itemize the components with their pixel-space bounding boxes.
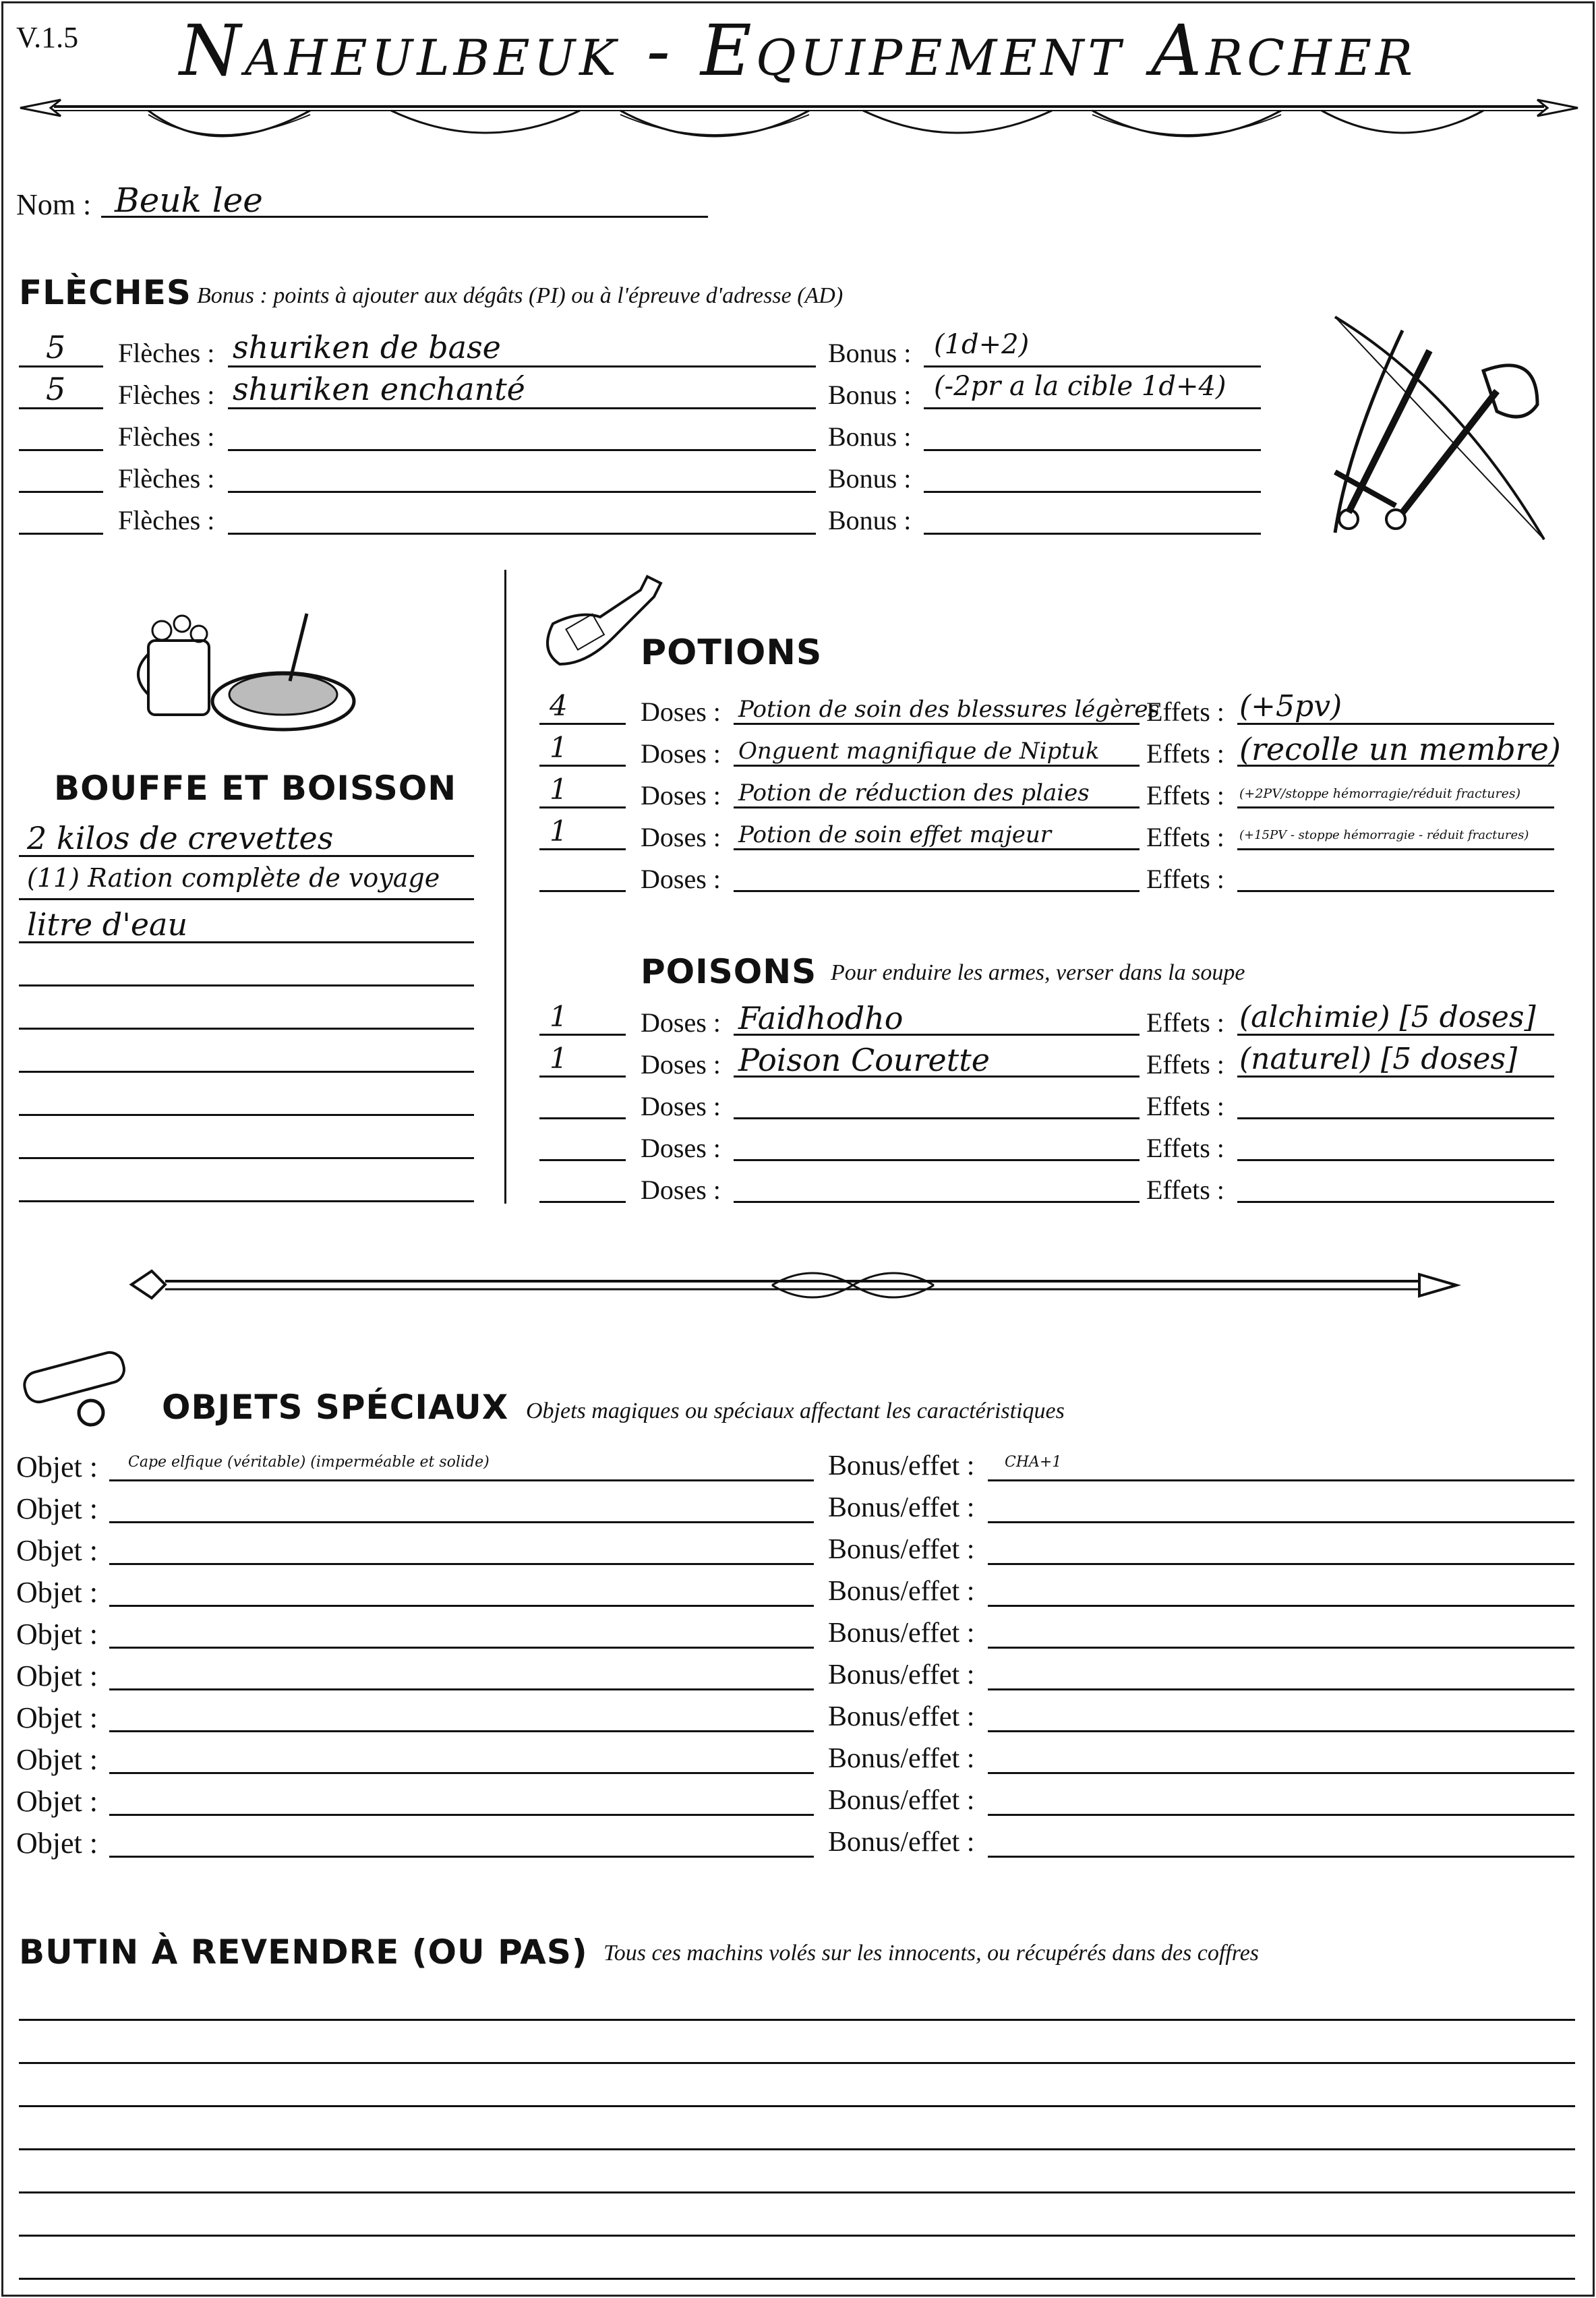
potions-qty-line [539, 723, 626, 725]
butin-line [19, 2148, 1575, 2150]
poisons-title: POISONS [641, 952, 817, 991]
poisons-effets-label: Effets : [1146, 1007, 1224, 1038]
fleches-label: Flèches : [118, 338, 215, 368]
potions-doses-label: Doses : [641, 780, 721, 811]
potions-doses-label: Doses : [641, 738, 721, 769]
bouffe-line [19, 1114, 474, 1116]
fleches-name-line [228, 449, 816, 451]
objet-label: Objet : [16, 1701, 98, 1734]
fleches-bonus-line [924, 449, 1261, 451]
poisons-effet-line [1237, 1159, 1554, 1161]
objet-bonus-label: Bonus/effet : [828, 1701, 975, 1732]
potions-name-line [734, 723, 1140, 725]
staff-divider-icon [125, 1254, 1473, 1315]
objet-label: Objet : [16, 1492, 98, 1525]
bouffe-line [19, 855, 474, 857]
poisons-qty-line [539, 1117, 626, 1119]
poisons-doses-label: Doses : [641, 1007, 721, 1038]
fleches-name[interactable]: shuriken enchanté [233, 371, 525, 407]
version-label: V.1.5 [16, 21, 79, 54]
butin-line [19, 2062, 1575, 2064]
potions-effet-line [1237, 806, 1554, 808]
objet-line [109, 1856, 814, 1858]
poisons-qty-line [539, 1159, 626, 1161]
objet-label: Objet : [16, 1534, 98, 1567]
potions-effet[interactable]: (recolle un membre) [1239, 731, 1561, 767]
butin-line [19, 2105, 1575, 2107]
potions-name-line [734, 890, 1140, 892]
objet-label: Objet : [16, 1659, 98, 1692]
fleches-label: Flèches : [118, 421, 215, 452]
bouffe-line [19, 898, 474, 900]
objet-line [109, 1605, 814, 1607]
poisons-doses-label: Doses : [641, 1091, 721, 1121]
potions-name[interactable]: Potion de réduction des plaies [738, 779, 1090, 806]
fleches-qty-line [19, 533, 103, 535]
butin-line [19, 2235, 1575, 2237]
poisons-doses-label: Doses : [641, 1133, 721, 1163]
bouffe-item[interactable]: litre d'eau [27, 906, 188, 943]
objet-label: Objet : [16, 1450, 98, 1483]
bouffe-line [19, 941, 474, 943]
fleches-bonus[interactable]: (1d+2) [934, 329, 1030, 360]
objets-title: OBJETS SPÉCIAUX [162, 1388, 509, 1427]
potions-name-line [734, 806, 1140, 808]
bouffe-line [19, 1200, 474, 1202]
spear-divider-icon [13, 81, 1585, 155]
page-title: Naheulbeuk - Equipement Archer [179, 9, 1417, 92]
poisons-effets-label: Effets : [1146, 1091, 1224, 1121]
objet-bonus-line [988, 1647, 1574, 1649]
fleches-name[interactable]: shuriken de base [233, 329, 501, 365]
butin-line [19, 2019, 1575, 2021]
fleches-label: Flèches : [118, 505, 215, 535]
fleches-label: Flèches : [118, 380, 215, 410]
objet-bonus-line [988, 1563, 1574, 1565]
fleches-bonus-label: Bonus : [828, 421, 912, 452]
objet-bonus-label: Bonus/effet : [828, 1450, 975, 1481]
fleches-qty[interactable]: 5 [46, 329, 66, 365]
objet-bonus-label: Bonus/effet : [828, 1659, 975, 1690]
potions-name-line [734, 765, 1140, 767]
potions-qty-line [539, 890, 626, 892]
fleches-qty[interactable]: 5 [46, 371, 66, 407]
objet-bonus-line [988, 1814, 1574, 1816]
objet-bonus-value[interactable]: CHA+1 [1005, 1454, 1062, 1471]
bouffe-line [19, 1071, 474, 1073]
poisons-note: Pour enduire les armes, verser dans la soupe [831, 960, 1245, 985]
potions-doses-label: Doses : [641, 697, 721, 727]
poisons-doses-label: Doses : [641, 1175, 721, 1205]
poisons-name-line [734, 1117, 1140, 1119]
fleches-bonus-line [924, 533, 1261, 535]
objet-line [109, 1772, 814, 1774]
nom-field[interactable]: Beuk lee [115, 181, 263, 220]
poisons-qty-line [539, 1034, 626, 1036]
poisons-qty-line [539, 1201, 626, 1203]
objet-bonus-line [988, 1730, 1574, 1732]
fleches-bonus-line [924, 407, 1261, 409]
butin-line [19, 2278, 1575, 2280]
bouffe-item[interactable]: 2 kilos de crevettes [27, 820, 334, 856]
objet-line [109, 1563, 814, 1565]
potions-effet[interactable]: (+15PV - stoppe hémorragie - réduit fractures) [1239, 828, 1529, 842]
butin-note: Tous ces machins volés sur les innocents, ou récupérés dans des coffres [603, 1941, 1260, 1966]
fleches-bonus-label: Bonus : [828, 463, 912, 494]
fleches-qty-line [19, 407, 103, 409]
potions-name[interactable]: Onguent magnifique de Niptuk [738, 738, 1100, 765]
potions-doses-label: Doses : [641, 822, 721, 852]
objet-bonus-label: Bonus/effet : [828, 1492, 975, 1523]
objet-bonus-label: Bonus/effet : [828, 1827, 975, 1858]
objet-bonus-label: Bonus/effet : [828, 1618, 975, 1649]
objet-label: Objet : [16, 1576, 98, 1609]
objet-label: Objet : [16, 1827, 98, 1860]
potions-effets-label: Effets : [1146, 738, 1224, 769]
potions-name[interactable]: Potion de soin des blessures légères [738, 696, 1160, 723]
potions-effets-label: Effets : [1146, 864, 1224, 894]
objet-bonus-label: Bonus/effet : [828, 1785, 975, 1816]
potions-qty-line [539, 765, 626, 767]
crossed-weapons-icon [1322, 310, 1564, 553]
poisons-qty[interactable]: 1 [550, 1042, 568, 1075]
objet-line [109, 1814, 814, 1816]
potions-qty[interactable]: 1 [550, 773, 568, 806]
potions-title: POTIONS [641, 632, 823, 673]
fleches-bonus-line [924, 491, 1261, 493]
fleches-name-line [228, 491, 816, 493]
fleches-label: Flèches : [118, 463, 215, 494]
objet-bonus-line [988, 1856, 1574, 1858]
food-platter-icon [135, 600, 357, 735]
butin-title: BUTIN À REVENDRE (OU PAS) [19, 1933, 588, 1972]
potions-effet[interactable]: (+2PV/stoppe hémorragie/réduit fractures) [1239, 786, 1520, 801]
objets-note: Objets magiques ou spéciaux affectant les caractéristiques [526, 1398, 1065, 1423]
objet-bonus-line [988, 1688, 1574, 1690]
fleches-qty-line [19, 449, 103, 451]
objet-line [109, 1688, 814, 1690]
objet-bonus-line [988, 1772, 1574, 1774]
bouffe-item[interactable]: (11) Ration complète de voyage [27, 863, 440, 893]
objet-bonus-label: Bonus/effet : [828, 1534, 975, 1565]
column-divider [504, 570, 506, 1204]
bouffe-title: BOUFFE ET BOISSON [54, 769, 457, 808]
objet-bonus-line [988, 1521, 1574, 1523]
fleches-qty-line [19, 491, 103, 493]
poisons-qty[interactable]: 1 [550, 1000, 568, 1033]
objet-label: Objet : [16, 1743, 98, 1776]
poisons-name-line [734, 1201, 1140, 1203]
potions-qty[interactable]: 1 [550, 731, 568, 764]
poisons-effets-label: Effets : [1146, 1049, 1224, 1080]
objet-bonus-label: Bonus/effet : [828, 1743, 975, 1774]
poisons-name[interactable]: Faidhodho [738, 1000, 904, 1036]
poisons-effet-line [1237, 1201, 1554, 1203]
potions-effets-label: Effets : [1146, 697, 1224, 727]
fleches-note: Bonus : points à ajouter aux dégâts (PI) ou à l'épreuve d'adresse (AD) [197, 283, 844, 308]
nom-underline [101, 216, 708, 218]
potions-qty[interactable]: 1 [550, 815, 568, 848]
poisons-name-line [734, 1159, 1140, 1161]
potions-effets-label: Effets : [1146, 822, 1224, 852]
potions-qty-line [539, 848, 626, 850]
poisons-name[interactable]: Poison Courette [738, 1042, 990, 1078]
fleches-name-line [228, 365, 816, 367]
objet-label: Objet : [16, 1785, 98, 1818]
poisons-effet[interactable]: (naturel) [5 doses] [1239, 1042, 1518, 1076]
potions-effets-label: Effets : [1146, 780, 1224, 811]
fleches-bonus[interactable]: (-2pr a la cible 1d+4) [934, 371, 1226, 402]
objet-line [109, 1479, 814, 1481]
objet-bonus-line [988, 1605, 1574, 1607]
fleches-name-line [228, 407, 816, 409]
potions-name[interactable]: Potion de soin effet majeur [738, 821, 1051, 848]
objet-line [109, 1647, 814, 1649]
potions-qty[interactable]: 4 [550, 689, 568, 722]
potions-effet-line [1237, 848, 1554, 850]
bouffe-line [19, 1157, 474, 1159]
fleches-name-line [228, 533, 816, 535]
poisons-qty-line [539, 1076, 626, 1078]
fleches-qty-line [19, 365, 103, 367]
fleches-bonus-label: Bonus : [828, 338, 912, 368]
poisons-effets-label: Effets : [1146, 1175, 1224, 1205]
potions-effet-line [1237, 890, 1554, 892]
objet-line [109, 1521, 814, 1523]
fleches-bonus-line [924, 365, 1261, 367]
potions-name-line [734, 848, 1140, 850]
fleches-title: FLÈCHES [19, 273, 191, 312]
nom-label: Nom : [16, 188, 92, 221]
objet-label: Objet : [16, 1618, 98, 1651]
potions-qty-line [539, 806, 626, 808]
fleches-bonus-label: Bonus : [828, 380, 912, 410]
bouffe-line [19, 1028, 474, 1030]
objet-bonus-label: Bonus/effet : [828, 1576, 975, 1607]
potions-effet[interactable]: (+5pv) [1239, 689, 1342, 724]
objet-value[interactable]: Cape elfique (véritable) (imperméable et solide) [128, 1454, 490, 1471]
fleches-bonus-label: Bonus : [828, 505, 912, 535]
butin-line [19, 2191, 1575, 2193]
poisons-effet[interactable]: (alchimie) [5 doses] [1239, 1000, 1536, 1034]
objet-line [109, 1730, 814, 1732]
poisons-effet-line [1237, 1117, 1554, 1119]
bouffe-line [19, 984, 474, 986]
objet-bonus-line [988, 1479, 1574, 1481]
scroll-ring-icon [17, 1342, 152, 1430]
poisons-effets-label: Effets : [1146, 1133, 1224, 1163]
potions-doses-label: Doses : [641, 864, 721, 894]
poisons-doses-label: Doses : [641, 1049, 721, 1080]
